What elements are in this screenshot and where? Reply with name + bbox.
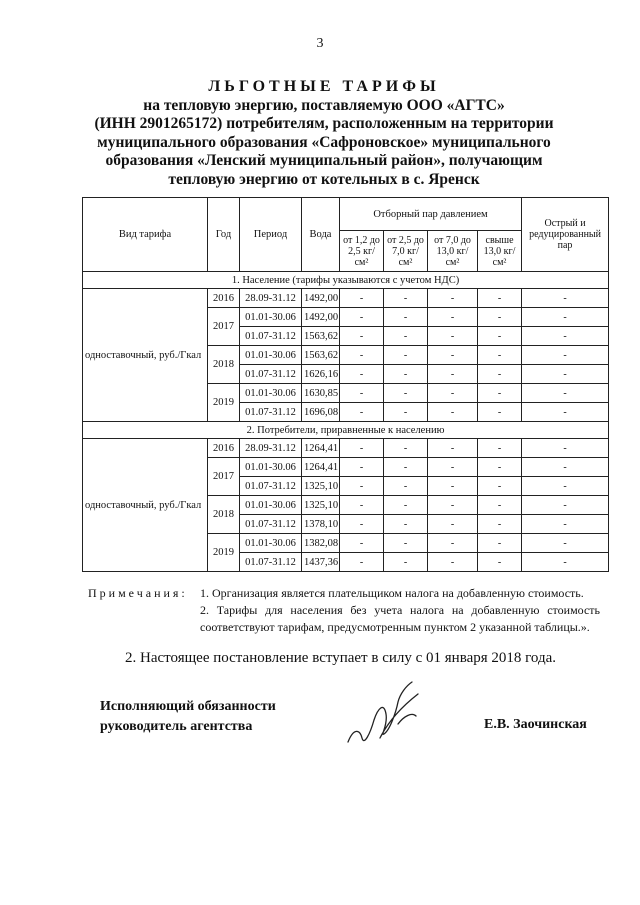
empty-value-cell: - <box>340 553 384 572</box>
empty-value-cell: - <box>522 308 609 327</box>
section-title: 1. Население (тарифы указываются с учетом НДС) <box>83 272 609 289</box>
period-cell: 01.07-31.12 <box>240 515 302 534</box>
water-price-cell: 1492,00 <box>302 289 340 308</box>
period-cell: 01.07-31.12 <box>240 365 302 384</box>
period-cell: 01.07-31.12 <box>240 327 302 346</box>
heading-line: муниципального образования «Сафроновское» муниципального <box>97 133 551 151</box>
empty-value-cell: - <box>522 439 609 458</box>
empty-value-cell: - <box>428 534 478 553</box>
water-price-cell: 1378,10 <box>302 515 340 534</box>
year-cell: 2019 <box>208 534 240 572</box>
table-body <box>83 272 609 572</box>
empty-value-cell: - <box>522 384 609 403</box>
empty-value-cell: - <box>428 346 478 365</box>
period-cell: 01.07-31.12 <box>240 553 302 572</box>
header-year: Год <box>208 198 240 272</box>
empty-value-cell: - <box>384 384 428 403</box>
tariff-type-cell: одноставочный, руб./Гкал <box>83 439 208 572</box>
heading-line: (ИНН 2901265172) потребителям, расположенным на территории <box>94 115 554 132</box>
period-cell: 01.01-30.06 <box>240 346 302 365</box>
year-cell: 2019 <box>208 384 240 422</box>
water-price-cell: 1563,62 <box>302 327 340 346</box>
empty-value-cell: - <box>340 346 384 365</box>
water-price-cell: 1382,08 <box>302 534 340 553</box>
tariff-type-cell: одноставочный, руб./Гкал <box>83 289 208 422</box>
empty-value-cell: - <box>384 458 428 477</box>
water-price-cell: 1437,36 <box>302 553 340 572</box>
empty-value-cell: - <box>428 327 478 346</box>
empty-value-cell: - <box>340 439 384 458</box>
empty-value-cell: - <box>428 439 478 458</box>
notes-label: Примечания: <box>88 586 188 600</box>
empty-value-cell: - <box>478 327 522 346</box>
empty-value-cell: - <box>478 346 522 365</box>
empty-value-cell: - <box>384 477 428 496</box>
water-price-cell: 1325,10 <box>302 477 340 496</box>
empty-value-cell: - <box>522 553 609 572</box>
signature-image <box>340 672 450 752</box>
empty-value-cell: - <box>384 327 428 346</box>
header-steam-col: свыше 13,0 кг/см² <box>478 231 522 272</box>
empty-value-cell: - <box>478 477 522 496</box>
empty-value-cell: - <box>428 308 478 327</box>
heading-line: тепловую энергию от котельных в с. Яренск <box>168 170 480 188</box>
header-steam-col: от 7,0 до 13,0 кг/см² <box>428 231 478 272</box>
header-steam-col: от 1,2 до 2,5 кг/см² <box>340 231 384 272</box>
empty-value-cell: - <box>384 534 428 553</box>
page-number: 3 <box>316 36 324 51</box>
period-cell: 01.07-31.12 <box>240 403 302 422</box>
empty-value-cell: - <box>522 403 609 422</box>
empty-value-cell: - <box>478 289 522 308</box>
water-price-cell: 1264,41 <box>302 458 340 477</box>
empty-value-cell: - <box>478 403 522 422</box>
empty-value-cell: - <box>522 477 609 496</box>
empty-value-cell: - <box>522 515 609 534</box>
empty-value-cell: - <box>384 365 428 384</box>
empty-value-cell: - <box>340 477 384 496</box>
empty-value-cell: - <box>478 458 522 477</box>
empty-value-cell: - <box>340 289 384 308</box>
empty-value-cell: - <box>428 458 478 477</box>
water-price-cell: 1696,08 <box>302 403 340 422</box>
heading-title: ЛЬГОТНЫЕ ТАРИФЫ <box>208 78 440 95</box>
empty-value-cell: - <box>384 403 428 422</box>
empty-value-cell: - <box>478 496 522 515</box>
header-water: Вода <box>302 198 340 272</box>
empty-value-cell: - <box>478 439 522 458</box>
period-cell: 01.01-30.06 <box>240 308 302 327</box>
year-cell: 2018 <box>208 496 240 534</box>
empty-value-cell: - <box>522 289 609 308</box>
empty-value-cell: - <box>522 346 609 365</box>
header-period: Период <box>240 198 302 272</box>
empty-value-cell: - <box>340 515 384 534</box>
tariff-table <box>82 197 609 572</box>
header-steam-col: от 2,5 до 7,0 кг/см² <box>384 231 428 272</box>
year-cell: 2017 <box>208 308 240 346</box>
empty-value-cell: - <box>384 553 428 572</box>
note-item: 1. Организация является плательщиком налога на добавленную стоимость. <box>200 586 584 600</box>
empty-value-cell: - <box>384 308 428 327</box>
empty-value-cell: - <box>384 346 428 365</box>
section-title-row <box>83 272 609 289</box>
signer-name: Е.В. Заочинская <box>484 717 587 732</box>
header-sharp-steam: Острый и редуцированный пар <box>522 198 609 272</box>
empty-value-cell: - <box>340 384 384 403</box>
empty-value-cell: - <box>384 515 428 534</box>
empty-value-cell: - <box>478 365 522 384</box>
signer-title-line: руководитель агентства <box>100 719 253 734</box>
water-price-cell: 1563,62 <box>302 346 340 365</box>
table-row <box>83 289 609 308</box>
empty-value-cell: - <box>522 458 609 477</box>
empty-value-cell: - <box>428 384 478 403</box>
empty-value-cell: - <box>340 496 384 515</box>
section-title-row <box>83 422 609 439</box>
year-cell: 2017 <box>208 458 240 496</box>
water-price-cell: 1626,16 <box>302 365 340 384</box>
effective-clause: 2. Настоящее постановление вступает в силу с 01 января 2018 года. <box>125 650 557 666</box>
empty-value-cell: - <box>522 534 609 553</box>
empty-value-cell: - <box>522 365 609 384</box>
note-item: 2. Тарифы для населения без учета налога на добавленную стоимость соответствуют тарифам, предусмотренным пунктом 2 указанной таблицы.». <box>200 603 600 634</box>
water-price-cell: 1264,41 <box>302 439 340 458</box>
empty-value-cell: - <box>384 439 428 458</box>
empty-value-cell: - <box>340 365 384 384</box>
empty-value-cell: - <box>522 496 609 515</box>
period-cell: 01.01-30.06 <box>240 534 302 553</box>
empty-value-cell: - <box>384 496 428 515</box>
empty-value-cell: - <box>428 553 478 572</box>
signer-title <box>100 697 276 737</box>
water-price-cell: 1325,10 <box>302 496 340 515</box>
empty-value-cell: - <box>428 289 478 308</box>
period-cell: 01.01-30.06 <box>240 458 302 477</box>
empty-value-cell: - <box>428 477 478 496</box>
empty-value-cell: - <box>340 308 384 327</box>
header-tariff-type: Вид тарифа <box>83 198 208 272</box>
period-cell: 28.09-31.12 <box>240 289 302 308</box>
empty-value-cell: - <box>478 384 522 403</box>
signer-title-line: Исполняющий обязанности <box>100 699 276 714</box>
document-heading <box>60 78 588 189</box>
empty-value-cell: - <box>478 534 522 553</box>
heading-line: на тепловую энергию, поставляемую ООО «АГТС» <box>143 96 505 114</box>
header-steam-group: Отборный пар давлением <box>340 198 522 231</box>
empty-value-cell: - <box>428 403 478 422</box>
period-cell: 01.07-31.12 <box>240 477 302 496</box>
empty-value-cell: - <box>340 458 384 477</box>
water-price-cell: 1630,85 <box>302 384 340 403</box>
period-cell: 01.01-30.06 <box>240 384 302 403</box>
empty-value-cell: - <box>478 515 522 534</box>
table-row <box>83 439 609 458</box>
year-cell: 2018 <box>208 346 240 384</box>
empty-value-cell: - <box>478 553 522 572</box>
empty-value-cell: - <box>340 534 384 553</box>
empty-value-cell: - <box>340 403 384 422</box>
empty-value-cell: - <box>478 308 522 327</box>
heading-line: образования «Ленский муниципальный район», получающим <box>105 152 543 169</box>
empty-value-cell: - <box>340 327 384 346</box>
empty-value-cell: - <box>522 327 609 346</box>
water-price-cell: 1492,00 <box>302 308 340 327</box>
period-cell: 01.01-30.06 <box>240 496 302 515</box>
empty-value-cell: - <box>428 365 478 384</box>
period-cell: 28.09-31.12 <box>240 439 302 458</box>
empty-value-cell: - <box>428 496 478 515</box>
year-cell: 2016 <box>208 289 240 308</box>
section-title: 2. Потребители, приравненные к населению <box>83 422 609 439</box>
empty-value-cell: - <box>428 515 478 534</box>
empty-value-cell: - <box>384 289 428 308</box>
year-cell: 2016 <box>208 439 240 458</box>
